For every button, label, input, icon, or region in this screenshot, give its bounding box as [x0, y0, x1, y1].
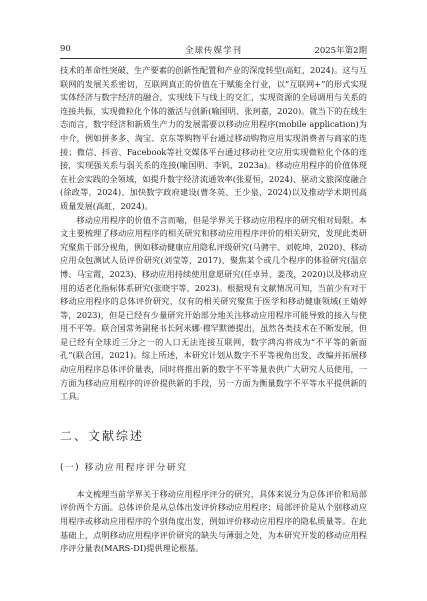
journal-name: 全球传媒学刊 [184, 46, 242, 56]
subsection-heading: (一) 移动应用程序评分研究 [60, 462, 188, 473]
body-paragraph: 技术的革命性突破、生产要素的创新性配置和产业的深度转型(高虹，2024)。这与互联网的发展关系密切，互联网真正的价值在于赋能全行业，以“互联网+”的形式实现实体经济与数字经济的融合，实现线下与线上的交汇，实现资源的全局调用与关系的连接共振，实现微粒化个体的激活与创新(喻国明、张珂嘉，2020)。就当下的在线生态而言，数字经济和新质生产力的发展需要以移动应用程序(mobile application)为中介，例如拼多多、淘宝、京东等购物平台通过移动购物应用实现消费者与商家的连接；微信、抖音、Facebook等社交媒体平台通过移动社交应用实现微粒化个体的连接，实现强关系与弱关系的连接(喻国明、李钒，2023a)。移动应用程序的价值体现在社会实践的全领域，如提升数字经济流通效率(张夏恒，2024)、驱动文旅深度融合(徐政等，2024)、加快数字政府建设(曹冬英、王少泉，2024)以及推动学术期刊高质量发展(高虹，2024)。 [60, 65, 367, 211]
header-rule [60, 58, 367, 59]
body-paragraph: 本文梳理当前学界关于移动应用程序评分的研究，具体来说分为总体评价和局部评价两个方面。总体评价是从总体出发评价移动应用程序；局部评价是从个别移动应用程序或移动应用程序的个别角度出发，例如评价移动应用程序的隐私质量等。在此基础上，点明移动应用程序评价研究的缺失与薄弱之处，为本研究开发的移动应用程序评分量表(MARS-DI)提供理论根基。 [60, 488, 367, 554]
issue-label: 2025年第2期 [314, 46, 367, 56]
section-heading: 二、文献综述 [60, 428, 145, 443]
page-number: 90 [60, 44, 71, 54]
running-header [60, 44, 367, 58]
article-body [60, 64, 367, 556]
body-paragraph: 移动应用程序的价值不言而喻，但是学界关于移动应用程序的研究相对局限。本文主要梳理了移动应用程序的相关研究和移动应用程序评价的相关研究，发现此类研究聚焦于部分视角，例如移动健康应用隐私评级研究(马骋宇、刘乾坤，2020)、移动应用众包测试人员评价研究(刘莹等，2017)、聚焦某个或几个程序的体验研究(温京博、马宝霞，2023)、移动应用持续使用意愿研究(任卓异、姜茂，2020)以及移动应用的适老化指标体系研究(张晓宇等，2023)。根据现有文献情况可知，当前少有对于移动应用程序的总体评价研究，仅有的相关研究聚焦于医学和移动健康领域(王婧婷等，2023)，但是已经有少量研究开始部分地关注移动应用程序可能导致的接入与使用不平等。联合国常务副秘书长阿米娜·穆罕默德提出，虽然各类技术在不断发展，但是已经有全球近三分之一的人口无法连接互联网，数字鸿沟将成为“不平等的新面孔”(联合国，2021)。综上所述，本研究计划从数字不平等视角出发，改编并拓展移动应用程序总体评价量表，同时将推出新的数字不平等量表供广大研究人员使用，一方面为移动应用程序的评价提供新的手段，另一方面为衡量数字不平等水平提供新的工具。 [60, 214, 367, 402]
